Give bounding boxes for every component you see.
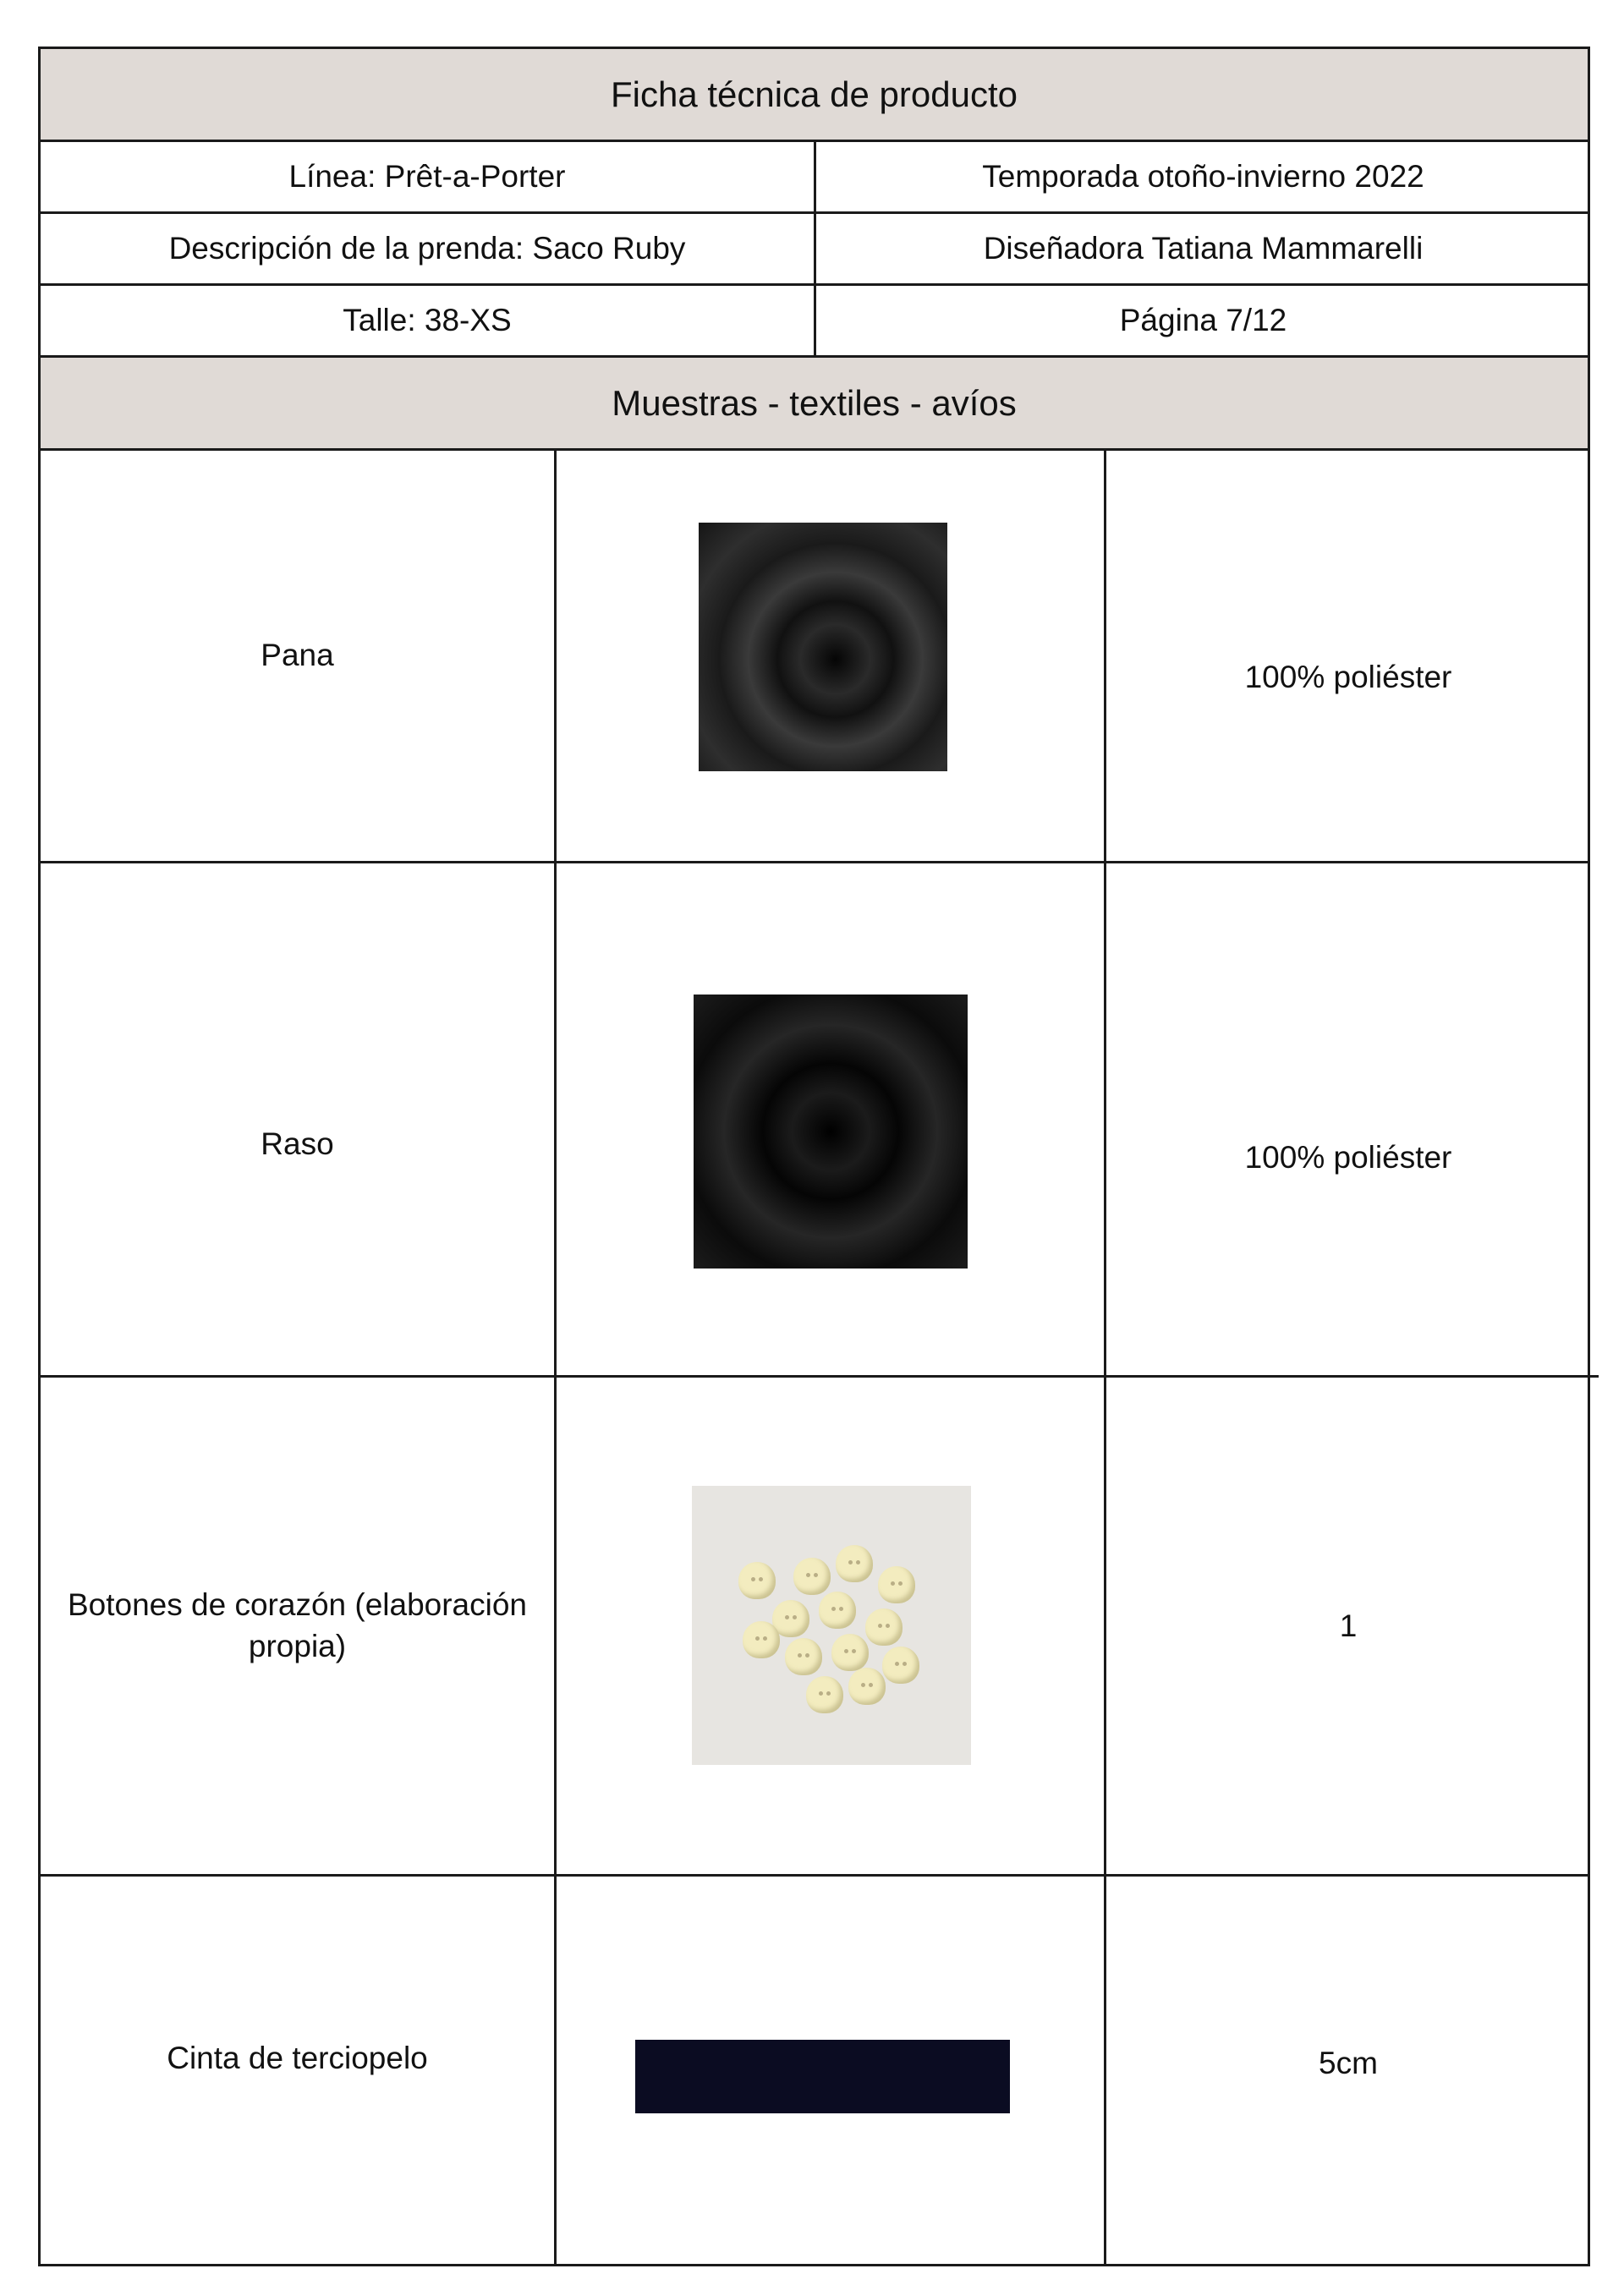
info-row-size xyxy=(41,286,1588,358)
divider-line xyxy=(47,1375,1599,1378)
designer-label: Diseñadora Tatiana Mammarelli xyxy=(983,231,1424,266)
sample-image-cell xyxy=(557,863,1106,1375)
sheet-header xyxy=(41,49,1588,142)
sample-detail: 1 xyxy=(1339,1608,1358,1643)
sample-detail: 5cm xyxy=(1319,2045,1378,2080)
sample-name: Raso xyxy=(41,863,557,1375)
samples-header xyxy=(41,358,1588,451)
heart-buttons-photo-icon xyxy=(692,1486,971,1765)
sample-image-cell xyxy=(557,1877,1106,2266)
sample-name: Cinta de terciopelo xyxy=(41,1877,557,2266)
sample-row-cinta xyxy=(41,1877,1588,2266)
line-label: Línea: Prêt-a-Porter xyxy=(41,142,816,211)
satin-fabric-swatch-icon xyxy=(694,995,968,1269)
sample-name: Pana xyxy=(41,451,557,861)
sample-image-cell xyxy=(557,451,1106,861)
size-label: Talle: 38-XS xyxy=(41,286,816,355)
season-label: Temporada otoño-invierno 2022 xyxy=(982,159,1424,194)
page-number: Página 7/12 xyxy=(1119,303,1287,337)
sample-detail: 100% poliéster xyxy=(1244,659,1452,694)
samples-title: Muestras - textiles - avíos xyxy=(612,382,1017,423)
sample-image-cell xyxy=(557,1378,1106,1874)
sample-row-raso xyxy=(41,863,1588,1378)
velvet-ribbon-swatch-icon xyxy=(635,2040,1010,2113)
sample-detail: 100% poliéster xyxy=(1244,1139,1452,1175)
velvet-fabric-swatch-icon xyxy=(699,523,947,771)
description-label: Descripción de la prenda: Saco Ruby xyxy=(41,214,816,283)
sample-name: Botones de corazón (elaboración propia) xyxy=(41,1378,557,1874)
sample-row-pana xyxy=(41,451,1588,863)
info-row-description xyxy=(41,214,1588,286)
tech-sheet xyxy=(38,47,1590,2266)
info-row-line xyxy=(41,142,1588,214)
sample-row-botones xyxy=(41,1378,1588,1877)
sheet-title: Ficha técnica de producto xyxy=(611,74,1018,114)
